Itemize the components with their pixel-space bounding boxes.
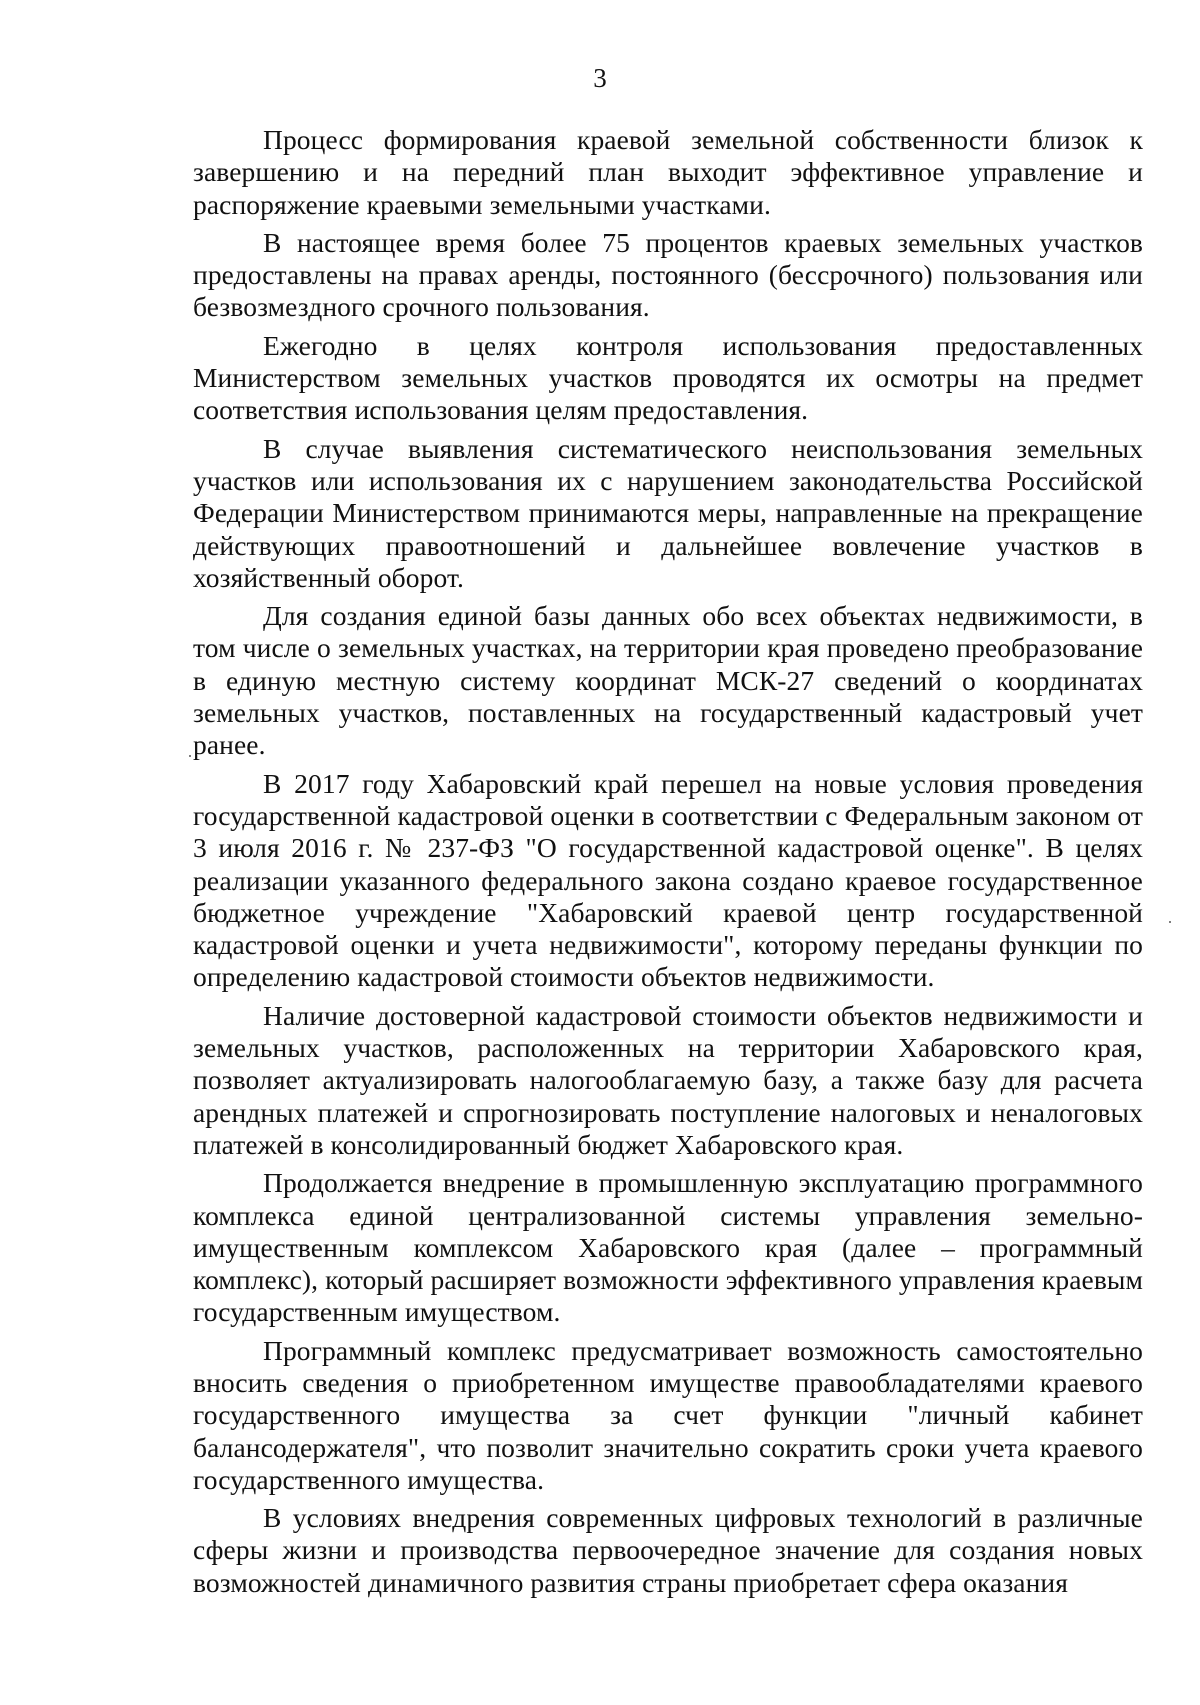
body-text (193, 124, 1143, 1599)
paragraph-digital-technologies: В условиях внедрения современных цифровых технологий в различные сферы жизни и производства первоочередное значение для создания новых возможностей динамичного развития страны приобретает сфера оказания (193, 1502, 1143, 1598)
paragraph-systematic-nonuse: В случае выявления систематического неиспользования земельных участков или использования их с нарушением законодательства Российской Федерации Министерством принимаются меры, направленные на прекращение действующих правоотношений и дальнейшее вовлечение участков в хозяйственный оборот. (193, 432, 1143, 593)
paragraph-cadastral-value: Наличие достоверной кадастровой стоимости объектов недвижимости и земельных участков, расположенных на территории Хабаровского края, позволяет актуализировать налогооблагаемую базу, а также базу для расчета арендных платежей и спрогнозировать поступление налоговых и неналоговых платежей в консолидированный бюджет Хабаровского края. (193, 999, 1143, 1160)
page-number: 3 (593, 63, 607, 93)
paragraph-land-ownership: Процесс формирования краевой земельной собственности близок к завершению и на передний план выходит эффективное управление и распоряжение краевыми земельными участками. (193, 124, 1143, 220)
scan-speck (1169, 921, 1171, 923)
paragraph-annual-inspection: Ежегодно в целях контроля использования предоставленных Министерством земельных участков проводятся их осмотры на предмет соответствия использования целям предоставления. (193, 329, 1143, 426)
scan-speck (189, 755, 191, 757)
paragraph-cadastral-valuation: В 2017 году Хабаровский край перешел на новые условия проведения государственной кадастровой оценки в соответствии с Федеральным законом от 3 июля 2016 г. № 237-ФЗ "О государственной кадастровой оценке". В целях реализации указанного федерального закона создано краевое государственное бюджетное учреждение "Хабаровский краевой центр государственной кадастровой оценки и учета недвижимости", которому переданы функции по определению кадастровой стоимости объектов недвижимости. (193, 767, 1143, 993)
paragraph-land-plots-share: В настоящее время более 75 процентов краевых земельных участков предоставлены на правах аренды, постоянного (бессрочного) пользования или безвозмездного срочного пользования. (193, 226, 1143, 323)
paragraph-personal-account: Программный комплекс предусматривает возможность самостоятельно вносить сведения о приобретенном имуществе правообладателями краевого государственного имущества за счет функции "личный кабинет балансодержателя", что позволит значительно сократить сроки учета краевого государственного имущества. (193, 1334, 1143, 1495)
paragraph-unified-database: Для создания единой базы данных обо всех объектах недвижимости, в том числе о земельных участках, на территории края проведено преобразование в единую местную систему координат МСК-27 сведений о координатах земельных участков, поставленных на государственный кадастровый учет ранее. (193, 600, 1143, 761)
paragraph-software-complex: Продолжается внедрение в промышленную эксплуатацию программного комплекса единой централизованной системы управления земельно-имущественным комплексом Хабаровского края (далее – программный комплекс), который расширяет возможности эффективного управления краевым государственным имуществом. (193, 1167, 1143, 1328)
